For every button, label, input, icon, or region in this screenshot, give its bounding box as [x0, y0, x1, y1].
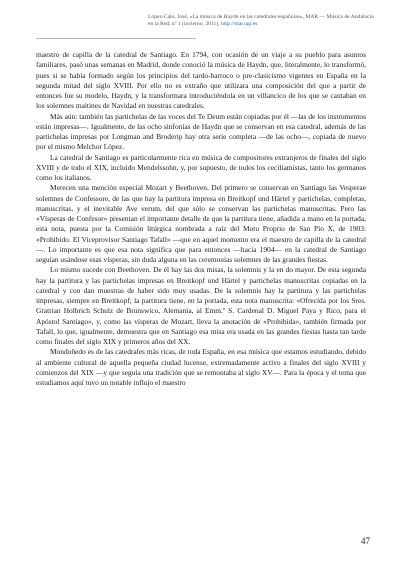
header-line-2: [148, 21, 386, 28]
header-issue: en la Red, nº 1 (invierno, 2011),: [148, 21, 220, 28]
body-paragraph: Lo mismo sucede con Beethoven. De él hay las dos misas, la solemnis y la en do mayor. De esta segunda hay la partitura y las partichelas impresas en Breitkopf und Härtel y partichelas manuscritas copiadas en la catedral y con dan muestras de haber sido muy usadas. De la solemnis hay la partitura y las partichelas impresas, siempre en Breitkopf; la partitura tiene, en la portada, esta nota manuscrita: «Ofrecida por los Sres. Gratrian Holbrich Schulz de Brunswico, Alemania, al Emm.º S. Cardenal D. Miguel Paya y Rico, para el Apóstol Santiago», y, como las vísperas de Mozart, lleva la anotación de «Prohibida», también firmada por Tafall, lo que, igualmente, demuestra que en Santiago esa misa era usada en las grandes fiestas hasta tan tarde como finales del siglo XIX y primeros años del XX.: [36, 265, 366, 346]
running-header: [148, 14, 386, 28]
header-title: «La música de Haydn en las catedrales españolas», MAR — Música de Andalucía: [189, 14, 374, 20]
header-divider: [36, 38, 196, 39]
body-paragraph: Merecen una mención especial Mozart y Beethoven. Del primero se conservan en Santiago las Vesperae solemnes de Confessore, de las que hay la partitura impresa en Breitkopf und Härtel y partichelas, completas, manuscritas, y el inevitable Ave verum, del que sólo se conservan las partichelas manuscritas. Pero las «Vísperas de Confesor» presentan el importante detalle de que la partitura tiene, añadida a mano en la portada, esta nota, puesta por la Comisión litúrgica nombrada a raíz del Motu Proprio de San Pío X, de 1903: «Prohibido. El Viceprovisor Santiago Tafall» —que en aquel momento era el maestro de capilla de la catedral—. Lo importante es que esa nota significa que para entonces —hacia 1904— en la catedral de Santiago seguían usándose esas vísperas, sin duda alguna en las ceremonias solemnes de las grandes fiestas.: [36, 183, 366, 264]
header-author: López-Calo, José,: [148, 14, 189, 20]
body-text: [36, 50, 366, 388]
body-paragraph: maestro de capilla de la catedral de Santiago. En 1794, con ocasión de un viaje a su pueblo para asuntos familiares, pasó unas semanas en Madrid, donde conoció la música de Haydn, que, literalmente, lo transformó, pues si se había formado según los principios del tardo-barroco o pre-clasicismo vigentes en España en la segunda mitad del siglo XVIII. Por ello no es extraño que utilizara una composición del que a partir de entonces fue su modelo, Haydn, y la transformara introduciéndola en un villancico de los que se cantaban en los solemnes maitines de Navidad en nuestras catedrales.: [36, 50, 366, 111]
body-paragraph: La catedral de Santiago es particularmente rica en música de compositores extranjeros de finales del siglo XVIII y de todo el XIX, incluido Mendelssohn, y, por supuesto, de todos los ceciliamistas, tanto los germanos como los italianos.: [36, 152, 366, 182]
page-number: 47: [361, 536, 370, 546]
body-paragraph: Más aún: también las partichelas de las voces del Te Deum están copiadas por él —las de los instrumentos están impresas—. Igualmente, de las ocho sinfonías de Haydn que se conservan en esa catedral, además de las partichelas impresas por Longman and Broderip hay otra serie completa —de las ocho—, copiada de nuevo por el mismo Melchor López.: [36, 111, 366, 152]
header-link[interactable]: http://mar.ugr.es: [221, 21, 258, 28]
body-paragraph: Mondoñedo es de las catedrales más ricas, de toda España, en esa música que estamos estudiando, debido al ambiente cultural de aquella pequeña ciudad lucense, extremadamente activo a finales del siglo XVIII y comienzos del XIX —y que seguía una tradición que se remontaba al siglo XV—. Para la época y el tema que estudiamos aquí tuvo un notable influjo el maestro: [36, 347, 366, 387]
